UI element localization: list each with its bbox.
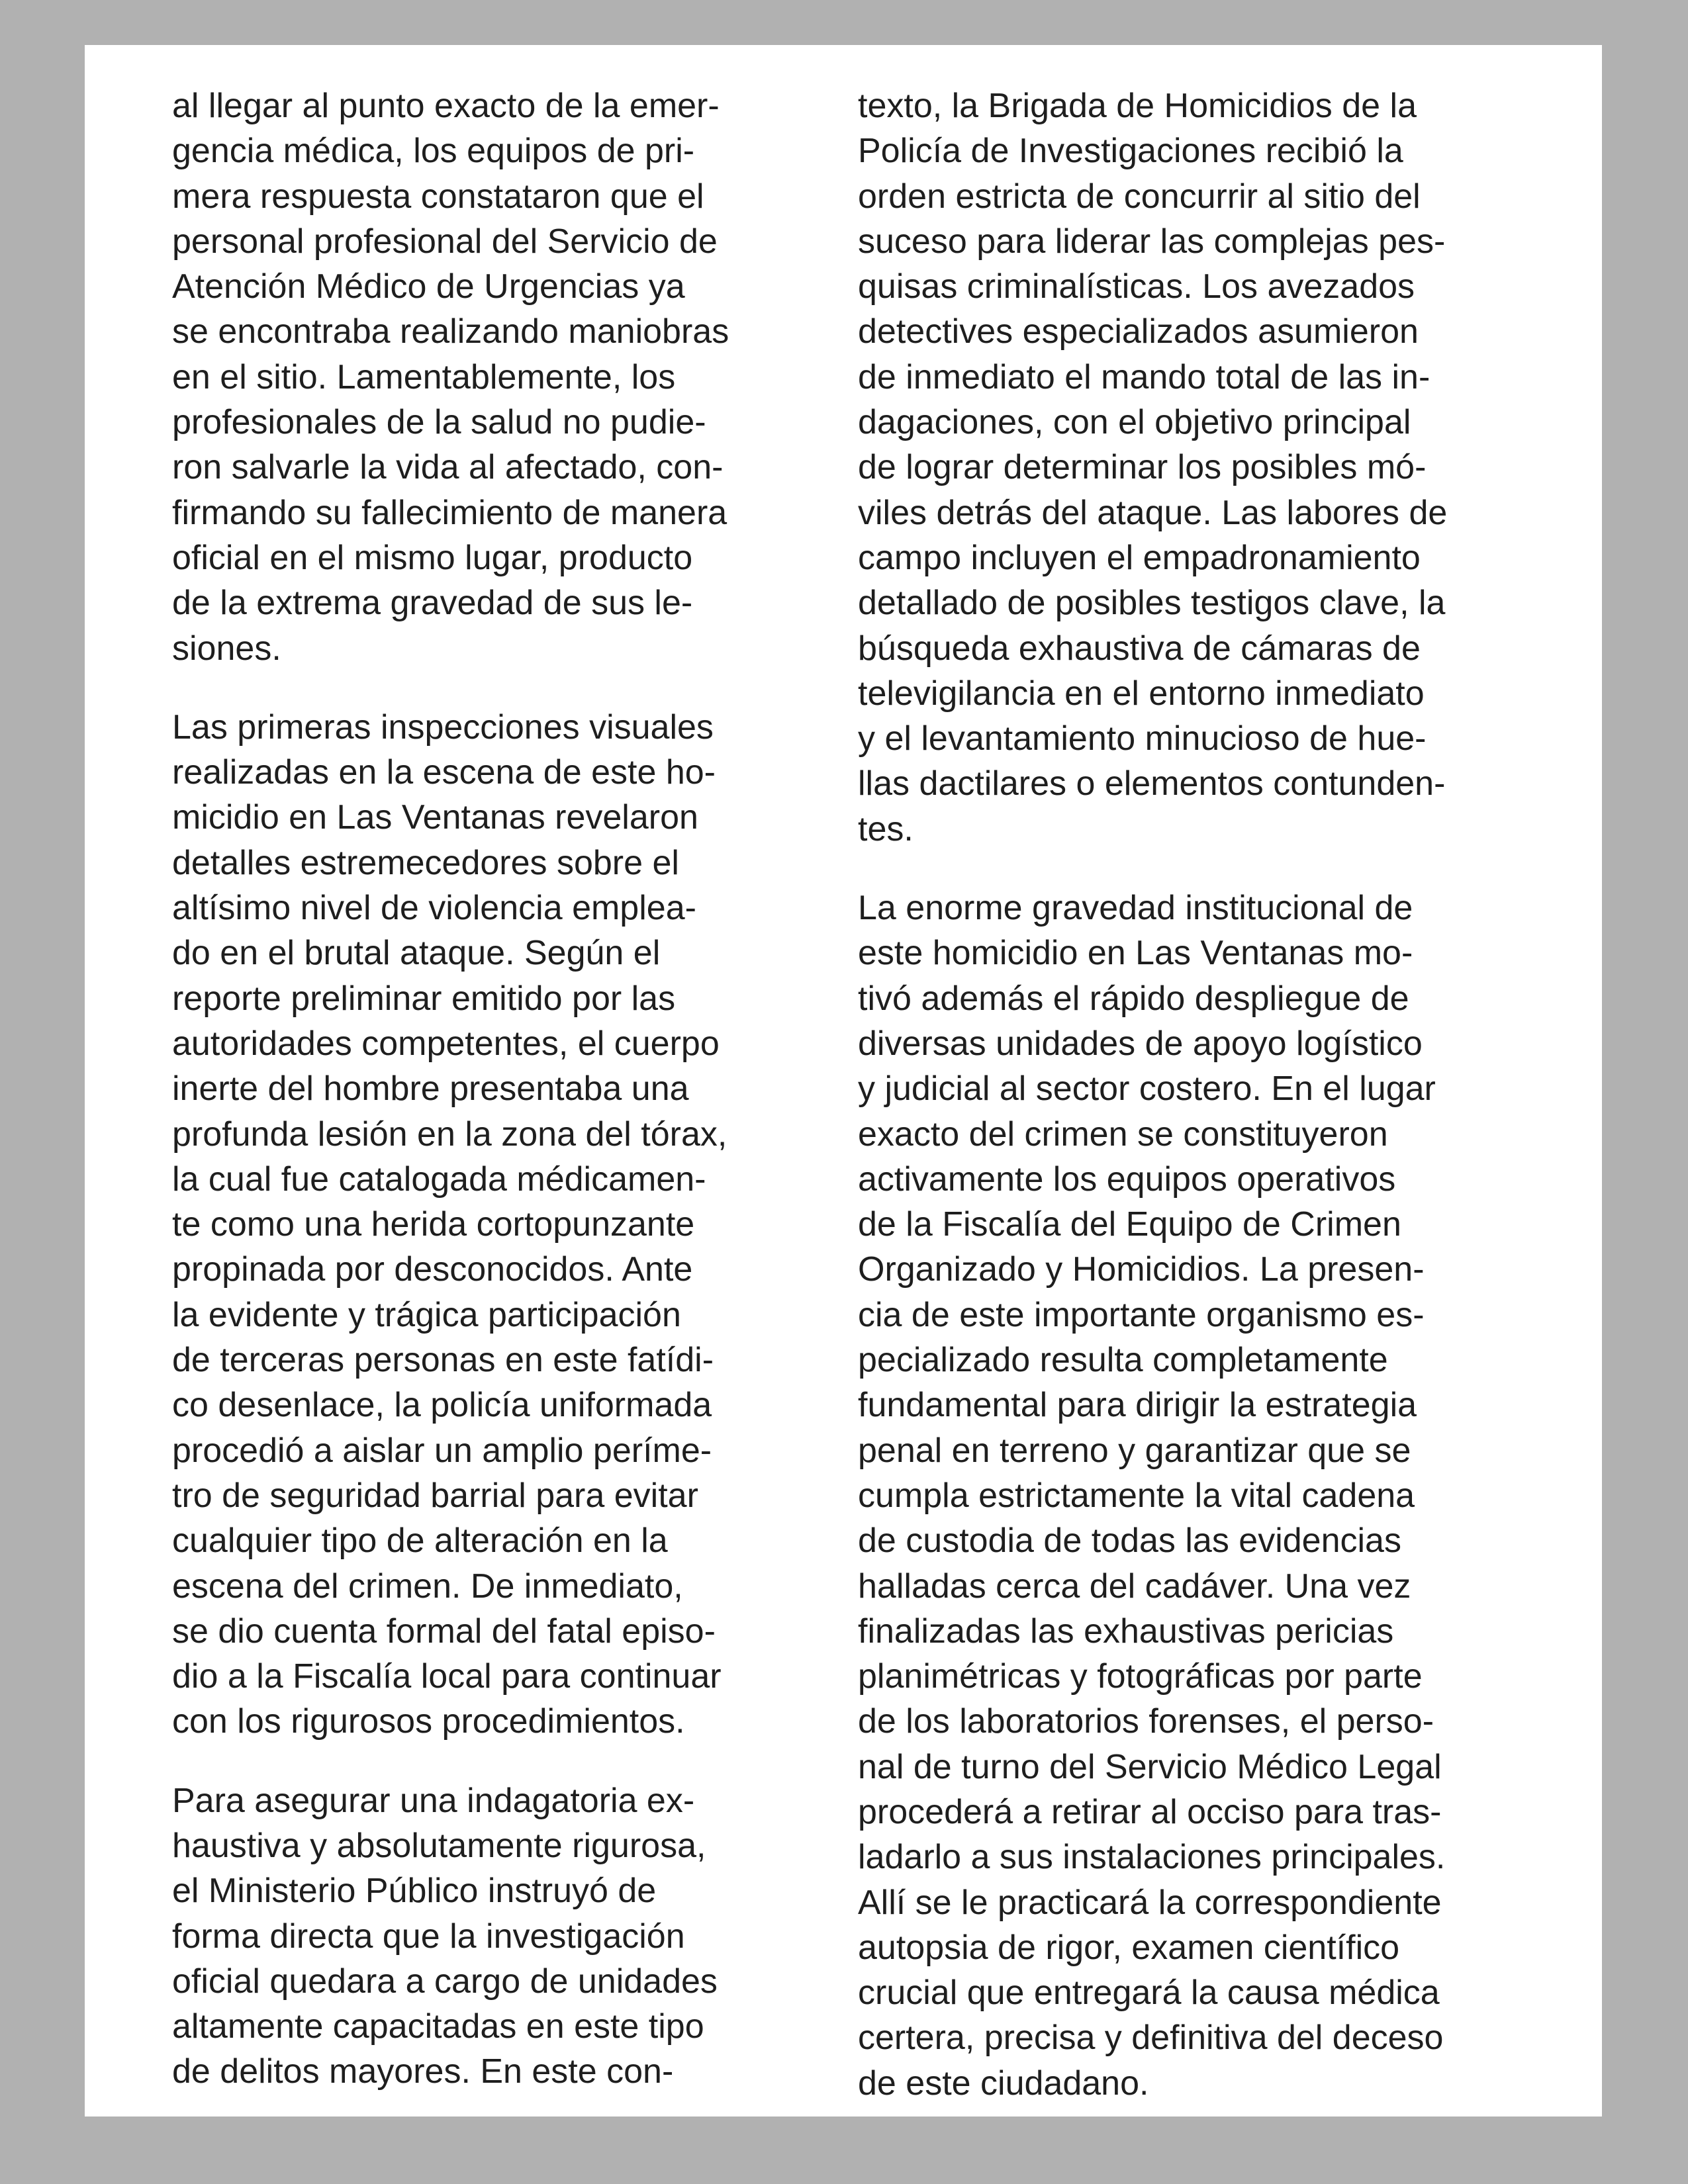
text-line: halladas cerca del cadáver. Una vez — [858, 1567, 1411, 1606]
paragraph — [858, 886, 1493, 2106]
text-line: dagaciones, con el objetivo principal — [858, 403, 1411, 442]
text-line: detectives especializados asumieron — [858, 312, 1419, 351]
text-line: forma directa que la investigación — [172, 1917, 685, 1956]
text-line: haustiva y absolutamente rigurosa, — [172, 1826, 706, 1865]
paragraph — [172, 1778, 808, 2095]
text-line: se encontraba realizando maniobras — [172, 312, 729, 351]
text-line: mera respuesta constataron que el — [172, 177, 704, 216]
text-line: pecializado resulta completamente — [858, 1341, 1388, 1380]
text-line: de terceras personas en este fatídi- — [172, 1341, 714, 1380]
text-line: cualquier tipo de alteración en la — [172, 1522, 668, 1561]
paragraph-gap — [172, 671, 808, 705]
text-line: fundamental para dirigir la estrategia — [858, 1386, 1417, 1425]
text-line: profesionales de la salud no pudie- — [172, 403, 706, 442]
text-line: La enorme gravedad institucional de — [858, 889, 1413, 928]
text-line: viles detrás del ataque. Las labores de — [858, 493, 1448, 532]
text-line: búsqueda exhaustiva de cámaras de — [858, 629, 1421, 668]
text-line: penal en terreno y garantizar que se — [858, 1431, 1411, 1470]
text-line: de este ciudadano. — [858, 2064, 1149, 2103]
text-line: el Ministerio Público instruyó de — [172, 1872, 657, 1911]
text-line: quisas criminalísticas. Los avezados — [858, 267, 1415, 306]
text-line: con los rigurosos procedimientos. — [172, 1702, 685, 1741]
text-line: altísimo nivel de violencia emplea- — [172, 889, 696, 928]
text-line: profunda lesión en la zona del tórax, — [172, 1115, 727, 1154]
text-line: co desenlace, la policía uniformada — [172, 1386, 712, 1425]
paragraph — [172, 83, 808, 671]
text-line: y el levantamiento minucioso de hue- — [858, 719, 1427, 758]
text-line: crucial que entregará la causa médica — [858, 1974, 1440, 2013]
text-line: de lograr determinar los posibles mó- — [858, 448, 1427, 487]
text-line: texto, la Brigada de Homicidios de la — [858, 87, 1417, 125]
paragraph-gap — [858, 852, 1493, 886]
text-line: te como una herida cortopunzante — [172, 1205, 695, 1244]
text-line: de la Fiscalía del Equipo de Crimen — [858, 1205, 1401, 1244]
text-line: tro de seguridad barrial para evitar — [172, 1476, 698, 1515]
text-line: personal profesional del Servicio de — [172, 222, 718, 261]
text-line: autopsia de rigor, examen científico — [858, 1928, 1400, 1967]
text-line: planimétricas y fotográficas por parte — [858, 1657, 1423, 1696]
text-line: oficial quedara a cargo de unidades — [172, 1962, 718, 2001]
text-line: gencia médica, los equipos de pri- — [172, 132, 695, 171]
text-line: ron salvarle la vida al afectado, con- — [172, 448, 724, 487]
text-line: en el sitio. Lamentablemente, los — [172, 357, 676, 396]
text-line: Allí se le practicará la correspondiente — [858, 1883, 1442, 1922]
text-line: de custodia de todas las evidencias — [858, 1522, 1401, 1561]
text-line: Atención Médico de Urgencias ya — [172, 267, 685, 306]
paragraph-gap — [172, 1745, 808, 1778]
text-column-left — [172, 83, 808, 2095]
text-line: de delitos mayores. En este con- — [172, 2052, 674, 2091]
text-line: siones. — [172, 629, 281, 668]
text-line: finalizadas las exhaustivas pericias — [858, 1612, 1394, 1651]
text-line: certera, precisa y definitiva del deceso — [858, 2019, 1444, 2058]
text-line: Las primeras inspecciones visuales — [172, 707, 714, 747]
text-line: llas dactilares o elementos contunden- — [858, 764, 1446, 803]
text-line: la evidente y trágica participación — [172, 1295, 681, 1334]
paragraph — [858, 83, 1493, 852]
text-line: oficial en el mismo lugar, producto — [172, 538, 693, 577]
text-line: micidio en Las Ventanas revelaron — [172, 798, 698, 837]
text-line: inerte del hombre presentaba una — [172, 1069, 689, 1109]
text-line: detalles estremecedores sobre el — [172, 843, 679, 882]
text-line: de la extrema gravedad de sus le- — [172, 584, 693, 623]
text-line: realizadas en la escena de este ho- — [172, 753, 716, 792]
paragraph — [172, 705, 808, 1745]
text-line: ladarlo a sus instalaciones principales. — [858, 1838, 1446, 1877]
text-line: se dio cuenta formal del fatal episo- — [172, 1612, 716, 1651]
text-line: tes. — [858, 809, 914, 848]
document-page — [85, 45, 1602, 2116]
text-column-right — [858, 83, 1493, 2106]
text-line: orden estricta de concurrir al sitio del — [858, 177, 1421, 216]
text-line: suceso para liderar las complejas pes- — [858, 222, 1446, 261]
text-line: Policía de Investigaciones recibió la — [858, 132, 1403, 171]
text-line: tivó además el rápido despliegue de — [858, 979, 1409, 1018]
text-line: cumpla estrictamente la vital cadena — [858, 1476, 1415, 1515]
text-line: firmando su fallecimiento de manera — [172, 493, 727, 532]
text-line: dio a la Fiscalía local para continuar — [172, 1657, 722, 1696]
text-line: procederá a retirar al occiso para tras- — [858, 1792, 1442, 1831]
text-line: autoridades competentes, el cuerpo — [172, 1024, 720, 1063]
text-line: altamente capacitadas en este tipo — [172, 2007, 704, 2046]
text-line: este homicidio en Las Ventanas mo- — [858, 934, 1413, 973]
text-line: al llegar al punto exacto de la emer- — [172, 87, 720, 125]
text-line: propinada por desconocidos. Ante — [172, 1250, 693, 1289]
text-line: detallado de posibles testigos clave, la — [858, 584, 1446, 623]
text-line: escena del crimen. De inmediato, — [172, 1567, 683, 1606]
text-line: Para asegurar una indagatoria ex- — [172, 1781, 695, 1820]
text-line: diversas unidades de apoyo logístico — [858, 1024, 1423, 1063]
text-line: procedió a aislar un amplio períme- — [172, 1431, 712, 1470]
text-line: exacto del crimen se constituyeron — [858, 1115, 1388, 1154]
text-line: la cual fue catalogada médicamen- — [172, 1160, 706, 1199]
text-line: reporte preliminar emitido por las — [172, 979, 676, 1018]
text-line: Organizado y Homicidios. La presen- — [858, 1250, 1425, 1289]
text-line: campo incluyen el empadronamiento — [858, 538, 1421, 577]
text-line: do en el brutal ataque. Según el — [172, 934, 661, 973]
text-line: televigilancia en el entorno inmediato — [858, 674, 1425, 713]
text-line: activamente los equipos operativos — [858, 1160, 1396, 1199]
text-line: cia de este importante organismo es- — [858, 1295, 1425, 1334]
text-line: de los laboratorios forenses, el perso- — [858, 1702, 1434, 1741]
text-line: nal de turno del Servicio Médico Legal — [858, 1747, 1442, 1786]
text-line: y judicial al sector costero. En el lugar — [858, 1069, 1436, 1109]
text-line: de inmediato el mando total de las in- — [858, 357, 1430, 396]
